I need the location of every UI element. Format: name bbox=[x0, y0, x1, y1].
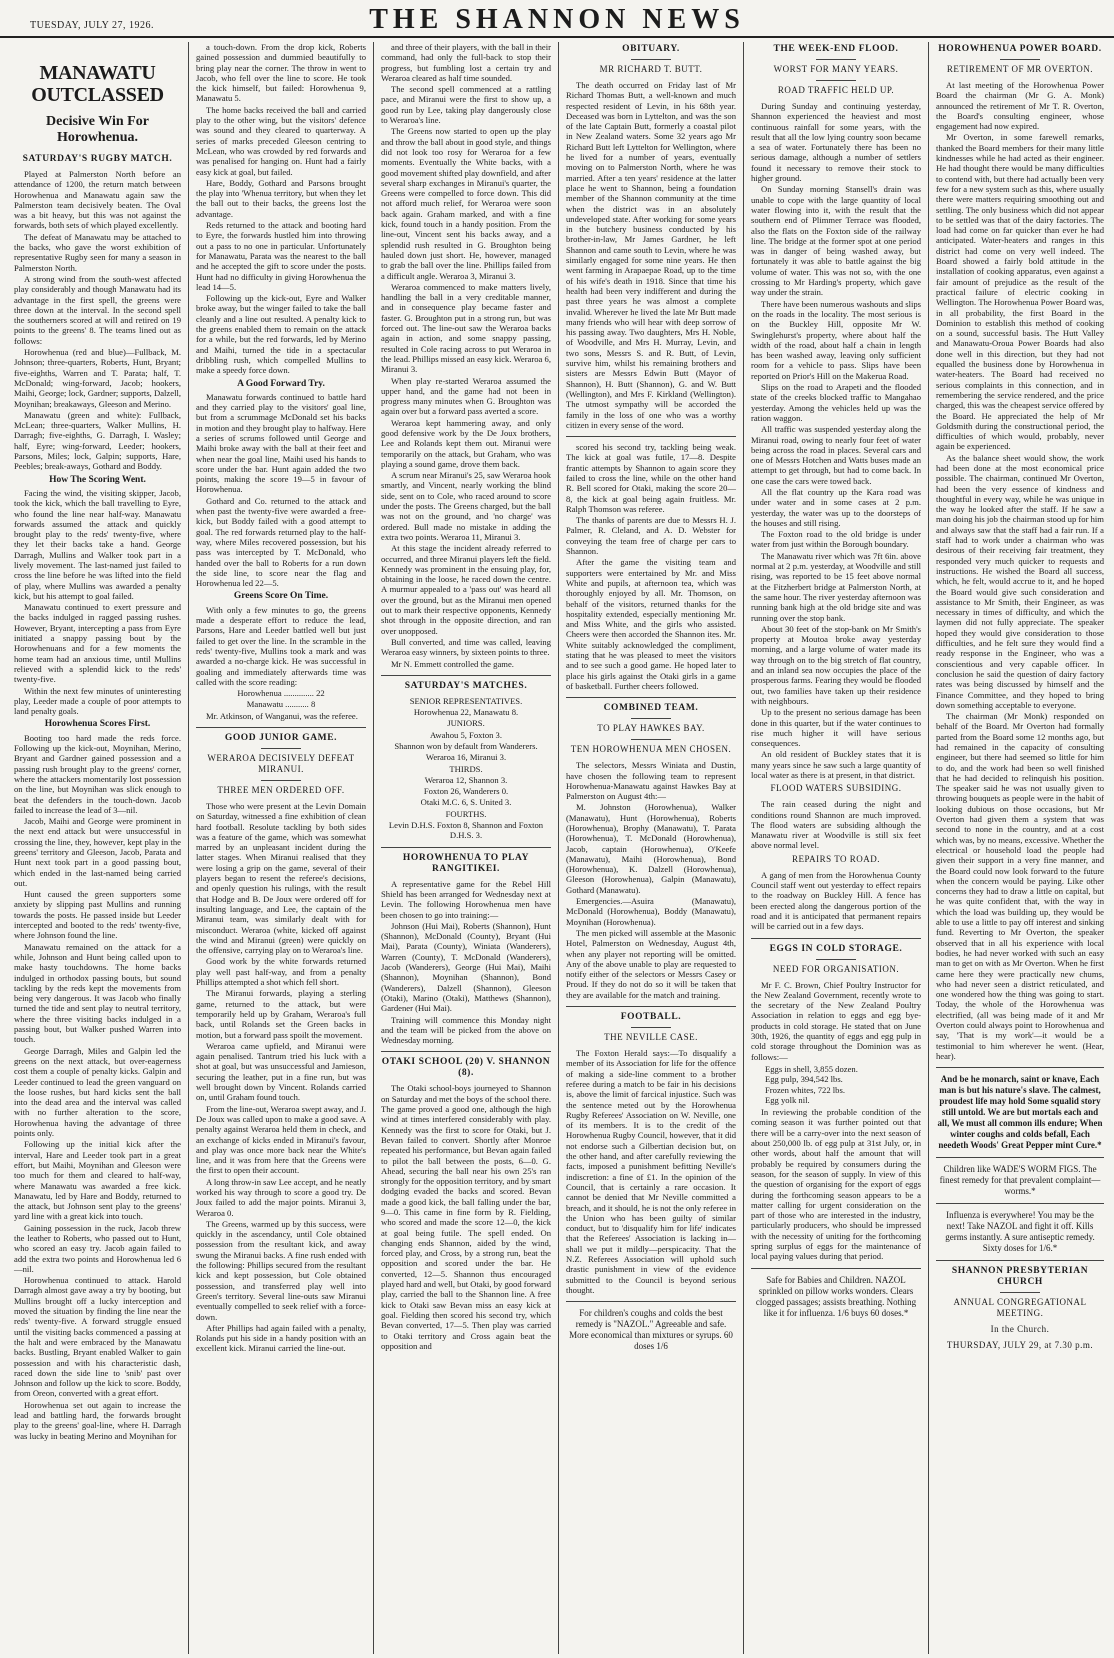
list-item: Frozen whites, 722 lbs. bbox=[765, 1084, 845, 1095]
article-divider bbox=[936, 1157, 1104, 1158]
result-line: Levin D.H.S. Foxton 8, Shannon and Foxton D.H.S. 3. bbox=[388, 820, 544, 841]
flood-headline: THE WEEK-END FLOOD. bbox=[773, 44, 899, 54]
column-2 bbox=[192, 42, 370, 1654]
rangitikei-headline: HOROWHENUA TO PLAY RANGITIKEI. bbox=[402, 852, 530, 874]
saturday-matches-headline: SATURDAY'S MATCHES. bbox=[404, 680, 528, 691]
nazol-advertisement: Safe for Babies and Children. NAZOL sprinkled on pillow works wonders. Clears clogged passages; assists breathing. Nothing like it for influenza. 1/6 buys 60 doses.* bbox=[755, 1274, 917, 1318]
article-paragraph: At this stage the incident already referred to occurred, and three Miranui players left the field. Kennedy was prominent in the ensuing play, for, obtaining in the loose, he raced down the centre. A murmur appealed to a 'pass out' was heard all over the ground, but as the Miranui men opened out to mark their respective opponents, Kennedy shot through in the opposite direction, and ran over unopposed. bbox=[381, 543, 551, 636]
article-paragraph: Within the next few minutes of uninteresting play, Leeder made a couple of poor attempts to land penalty goals. bbox=[14, 685, 181, 717]
article-paragraph: The second spell commenced at a rattling pace, and Miranui were the first to show up, a good run by Lee, taking play dangerously close to Weraroa's line. bbox=[381, 84, 551, 126]
result-line: Awahou 5, Foxton 3. bbox=[429, 729, 503, 740]
article-paragraph: Emergencies.—Asuira (Manawatu), McDonald (Horowhenua), Boddy (Manawatu), Moynihan (Horowhenua). bbox=[566, 896, 736, 927]
newspaper-title: THE SHANNON NEWS bbox=[369, 4, 745, 35]
column-rule bbox=[558, 42, 559, 1654]
article-paragraph: Booting too hard made the reds force. Following up the kick-out, Moynihan, Merino, Bryant and Gardner gained possession and a passing rush brought play to the greens' corner, where the attackers momentarily lost possession on the line, but Moynihan was slick enough to beat the defenders in the touch-down. Jacob failed to increase the lead of 3—nil. bbox=[14, 732, 181, 815]
issue-date: TUESDAY, JULY 27, 1926. bbox=[30, 20, 155, 31]
article-paragraph: From the line-out, Weraroa swept away, and J. De Joux was called upon to make a good save. A penalty against Weraroa held them in check, and an exchange of kicks ended in Miranui's favour, and play was once more back near the White's line, and it was from here that the Greens were the first to open their account. bbox=[196, 1103, 366, 1176]
article-paragraph: An old resident of Buckley states that it is many years since he saw such a large quantity of local water as there is at present, in that district. bbox=[751, 749, 921, 780]
article-paragraph: Gaining possession in the ruck, Jacob threw the leather to Roberts, who passed out to Hunt, who scored an easy try. Jacob again failed to add the extra two points and Horowhenua led 6—nil. bbox=[14, 1222, 181, 1274]
article-paragraph: Manawatu (green and white): Fullback, McLean; three-quarters, Walker Mullins, H. Darragh; five-eighths, G. Darragh, I. Wasley; half, Eyre; wing-forward, Leeder; hookers, Parsons, Miles; lock, Galpin; supports, Hare, Peebles; break-aways, Gothard and Boddy. bbox=[14, 409, 181, 472]
result-line: JUNIORS. bbox=[447, 718, 485, 729]
church-notice-location: In the Church. bbox=[990, 1324, 1050, 1335]
article-paragraph: Training will commence this Monday night and the team will be picked from the above on Wednesday morning. bbox=[381, 1014, 551, 1046]
article-paragraph: Jacob, Maihi and George were prominent in the next end attack but were unsuccessful in crossing the line, they, however, kept play in the greens' territory and Gleeson, Jacob, Parata and Hunt next took part in a good passing bout, which ended in the last-named being carried out. bbox=[14, 816, 181, 888]
short-divider bbox=[1000, 59, 1040, 60]
result-line: SENIOR REPRESENTATIVES. bbox=[409, 695, 523, 706]
short-divider bbox=[816, 59, 856, 60]
result-line: Foxton 26, Wanderers 0. bbox=[423, 786, 509, 797]
rugby-deck: Decisive Win For Horowhenua. bbox=[46, 114, 149, 145]
section-subhead: A Good Forward Try. bbox=[237, 378, 325, 389]
short-divider bbox=[631, 718, 671, 719]
eggs-headline: EGGS IN COLD STORAGE. bbox=[769, 943, 903, 954]
article-divider bbox=[936, 1260, 1104, 1261]
masthead bbox=[0, 0, 1114, 38]
article-paragraph: During Sunday and continuing yesterday, Shannon experienced the heaviest and most continuous rainfall for some years, with the result that all the low lying country soon became a sea of water. Fortunately there has been no serious damage, although a number of settlers found it necessary to remove their stock to higher ground. bbox=[751, 101, 921, 184]
article-divider bbox=[566, 697, 736, 698]
junior-game-subhead: THREE MEN ORDERED OFF. bbox=[217, 785, 345, 795]
article-paragraph: A representative game for the Rebel Hill Shield has been arranged for Wednesday next at Levin. The following Horowhenua men have been chosen to go into training:— bbox=[381, 878, 551, 920]
article-paragraph: Facing the wind, the visiting skipper, Jacob, took the kick, which the ball travelling to Eyre, who found the line near half-way. Manawatu forwards assumed the attack and quickly brought play to the reds' twenty-five, where they let their backs take a hand. George Darragh, Mullins and Walker took part in a lively movement. The last-named just failed to cross the line before he was lifted into the field of play, where Mullins was awarded a penalty kick, but his attempt to goal failed. bbox=[14, 487, 181, 601]
otaki-school-headline: OTAKI SCHOOL (20) V. SHANNON (8). bbox=[381, 1057, 551, 1079]
article-paragraph: Following up the initial kick after the interval, Hare and Leeder took part in a great effort, but Maihi, Moynihan and Gleeson were too much for them and cleared to half-way, where Manawatu was awarded a free kick. Manawatu, led by Hare and Boddy, returned to the attack, but Johnson sent play to the greens' yard line with a great kick into touch. bbox=[14, 1139, 181, 1222]
article-paragraph: Bull converted, and time was called, leaving Weraroa easy winners, by sixteen points to three. bbox=[381, 636, 551, 658]
article-paragraph: The home backs received the ball and carried play to the other wing, but the visitors' defence was sound and they cleared to quarterway. A series of marks preceded Gleeson centring to McLean, who was crowded by red forwards and was penalised for hanging on. Hunt had a fairly easy kick at goal, but failed. bbox=[196, 104, 366, 177]
combined-team-subhead: TEN HOROWHENUA MEN CHOSEN. bbox=[570, 744, 732, 755]
article-divider bbox=[751, 938, 921, 939]
article-paragraph: Manawatu continued to exert pressure and the backs indulged in ragged passing rushes. However, Bryant, intercepting a pass from Eyre initiated a snappy passing bout by the Horowhenuans and for a few moments the home team had an anxious time, until Mullins relieved with a splendid kick to the reds' twenty-five. bbox=[14, 602, 181, 685]
column-4 bbox=[562, 42, 740, 1654]
rugby-headline: MANAWATU OUTCLASSED bbox=[31, 62, 164, 106]
article-paragraph: The Greens now started to open up the play and throw the ball about in good style, and things did not look too rosy for Weraroa for a few moments. Eventually the White backs, with a good movement shifted play downfield, and after several sharp exchanges in Miranui's quarter, the Greens were compelled to force down. This did not afford much relief, for Weraroa were soon back again. Graham marked, and with a fine kick, found touch in a handy position. From the line-out, Vincent sent his backs away, and a splendid rush resulted in G. Broughton being hauled down just short. He, however, managed to grab the ball over the line. Phillips failed from a difficult angle. Weraroa 3, Miranui 3. bbox=[381, 126, 551, 281]
junior-game-subhead: WERAROA DECISIVELY DEFEAT MIRANUI. bbox=[207, 753, 355, 774]
flood-subhead: FLOOD WATERS SUBSIDING. bbox=[770, 783, 902, 794]
result-line: Weraroa 16, Miranui 3. bbox=[425, 752, 507, 763]
article-paragraph: Johnson (Hui Mai), Roberts (Shannon), Hunt (Shannon), McDonald (County), Bryant (Hui Mai), Parata (County), Winiata (Wanderers), Warren (County), T. McDonald (Wanderers), Jacob (Wanderers), George (Hui Mai), Maihi (Shannon), Moynihan (Shannon), Bond (Wanderers), Dalzell (Shannon), Gleeson (Otaki), Marino (Otaki), Matthews (Shannon), Gardener (Hui Mai). bbox=[381, 920, 551, 1014]
article-paragraph: The men picked will assemble at the Masonic Hotel, Palmerston on Wednesday, August 4th, when any player not reporting will be omitted. Any of the above unable to play are requested to notify either of the selectors or Messrs Casey or Proud. If they do not do so it will be taken that they are available for the match and training. bbox=[566, 927, 736, 1000]
result-line: Shannon won by default from Wanderers. bbox=[394, 741, 538, 751]
article-paragraph: Following up the kick-out, Eyre and Walker broke away, but the winger failed to take the ball cleanly and a line out resulted. A penalty kick to the greens enabled them to remain on the attack for a while, but the red forwards, led by Merino and Maihi, turned the tide in a spectacular dribbling rush, which compelled Mullins to make a speedy force down. bbox=[196, 293, 366, 376]
short-divider bbox=[631, 739, 671, 740]
article-divider bbox=[936, 1067, 1104, 1068]
article-paragraph: The defeat of Manawatu may be attached to the backs, who gave the worst exhibition of representative Rugby seen for many a season in Palmerston North. bbox=[14, 231, 181, 273]
article-divider bbox=[381, 1051, 551, 1052]
article-paragraph: The Foxton road to the old bridge is under water from just within the Borough boundary. bbox=[751, 529, 921, 550]
short-divider bbox=[261, 780, 301, 781]
junior-game-headline: GOOD JUNIOR GAME. bbox=[224, 733, 338, 743]
football-subhead: THE NEVILLE CASE. bbox=[604, 1032, 698, 1043]
article-paragraph: Weraroa kept hammering away, and only good defensive work by the De Joux brothers, Lee and Rolands kept them out. Miranui were temporarily on the attack, but Graham, who was playing a sound game, drove them back. bbox=[381, 417, 551, 469]
article-paragraph: Manawatu forwards continued to battle hard and they carried play to the visitors' goal line, but from a scrummage McDonald set his backs in motion and they brought play to halfway. Here a series of scrums followed until George and Maihi broke away with the ball at their feet and when near the goal line, Maihi used his hands to score under the bar. Hunt again added the two points, making the score 19—5 in favour of Horowhenua. bbox=[196, 391, 366, 495]
rugby-subhead: SATURDAY'S RUGBY MATCH. bbox=[22, 154, 173, 164]
combined-team-headline: COMBINED TEAM. bbox=[603, 703, 699, 714]
article-paragraph: Mr Overton, in some farewell remarks, thanked the Board members for their many little kindnesses while he had acted as their engineer. He had thought there would be many difficulties to contend with, but there had actually been very few for a new system such as this, where usually there were matters requiring smoothing out and settling. The only business which did not appear to be settled was that of the dairy factories. The load had come on far quicker than ever he had anticipated. Water-heaters and ranges in this district had come on very well indeed. The Board showed a fairly bold attitude in the installation of cooking apparatus, even against a fair amount of prejudice as the result of the practical failure of electric cooking in Wellington. The Horowhenua Power Board was, in all probability, the first Board in the Dominion to establish this method of cooking on a sound, successful basis. The Hutt Valley and Manawatu-Oroua Power Boards had also done well in this direction, but they had not equalled the business done by Horowhenua in water-heaters. The Board had received no serious complaints in this connection, and in remembering the service rendered, and the price charged, this was the cheapest service offered by the Board. He appreciated the help of Mr Goldsmith during the constructional period, the difficulties of which would, probably, never again be experienced. bbox=[936, 132, 1104, 452]
article-paragraph: Hunt caused the green supporters some anxiety by slipping past Mullins and running towards the posts. He passed inside but Leeder intercepted and booted to the reds' twenty-five, where Johnson found the line. bbox=[14, 889, 181, 941]
result-line: THIRDS. bbox=[449, 763, 483, 774]
article-paragraph: At last meeting of the Horowhenua Power Board the chairman (Mr G. A. Monk) announced the retirement of Mr T. R. Overton, the Board's consulting engineer, whose engagement had now expired. bbox=[936, 80, 1104, 132]
article-paragraph: There have been numerous washouts and slips on the roads in the locality. The most serious is on the Buckley Hill, opposite Mr W. Swinglehurst's property, where about half the width of the road, about half a chain in length has been washed away, leaving only sufficient room for a vehicle to pass. Slips have been reported on Prior's Hill on the Makerua Road. bbox=[751, 298, 921, 381]
column-6 bbox=[932, 42, 1108, 1654]
article-paragraph: The thanks of parents are due to Messrs H. J. Palmer, R. Cleland, and A. D. Webster for conveying the team free of charge per cars to Shannon. bbox=[566, 515, 736, 557]
short-divider bbox=[631, 59, 671, 60]
article-paragraph: a touch-down. From the drop kick, Roberts gained possession and dummied beautifully to bring play near the corner. The throw in went to Jacob, who fell over the line to score. He took the kick himself, but failed: Horowhenua 9, Manawatu 5. bbox=[196, 42, 366, 104]
column-rule bbox=[188, 42, 189, 1654]
article-paragraph: The Otaki school-boys journeyed to Shannon on Saturday and met the boys of the school there. The game proved a good one, although the high wind at times interfered considerably with play. Kennedy was the first to score for Otaki, but J. Bevan failed to convert. Shortly after Monroe repeated his performance, but Bevan again failed to pilot the ball between the posts, 6—0. G. Ahead, securing the ball near his own 25's ran strongly for the opposition territory, and by smart dodging evaded the backs and scored. Bevan made a good kick, the ball falling under the bar, 9—0. This came in fine form by R. Fielding, who scored and made the score 12—0, the kick at goal being futile. The spell ended. On changing ends Shannon, aided by the wind, forced play, and Cross, by a strong run, beat the opposition and scored under the bar. He converted, 12—5. Shannon thus encouraged played hard and well, but Otaki, by good forward play, carried the ball to the Shannon line. A free kick to Otaki saw Bevan miss an easy kick at goal. Fielding then scored his second try, which Bevan converted, 17—5. Then play was carried to Otaki territory and Cross again beat the opposition and bbox=[381, 1083, 551, 1351]
article-paragraph: The rain ceased during the night and conditions round Shannon are much improved. The flood waters are subsiding although the Manawatu river at Woodville is still six feet above normal level. bbox=[751, 799, 921, 851]
peppermint-cure-advertisement: And be he monarch, saint or knave, Each man is but his nature's slave. The calmest, proudest life may hold Some squalid story still untold. We are but mortals each and all, We must all common ills endure; When winter coughs and colds befall, Each needeth Woods' Great Pepper mint Cure.* bbox=[937, 1074, 1103, 1151]
section-subhead: Horowhenua Scores First. bbox=[44, 719, 151, 730]
worm-figs-advertisement: Children like WADE'S WORM FIGS. The finest remedy for that prevalent complaint—worms.* bbox=[939, 1164, 1101, 1197]
nazol-advertisement: For children's coughs and colds the best remedy is "NAZOL." Agreeable and safe. More economical than mixtures or syrups. 60 doses 1/6 bbox=[569, 1308, 733, 1352]
final-score-line: Horowhenua .............. 22 bbox=[237, 688, 325, 699]
article-paragraph: On Sunday morning Stansell's drain was unable to cope with the large quantity of local water flowing into it, with the result that the southern end of Plimmer Terrace was flooded, also the flats on the Foxton side of the railway line. The bridge at the former spot at one period was in danger of being washed away, but fortunately it was able to battle against the big volume of water. This was not so, with the one crossing to Mr Harding's property, which gave way under the strain. bbox=[751, 184, 921, 298]
article-paragraph: Mr. Atkinson, of Wanganui, was the referee. bbox=[206, 710, 358, 721]
article-paragraph: In reviewing the probable condition of the coming season it was further pointed out that there will be a carry-over into the next season of about 250,000 lb. of egg pulp at 31st July, or, in other words, about half the amount that will probably be required by consumers during the season, for the season of supply. In view of this the question of organising for the export of eggs during the forthcoming season appears to be a matter calling for urgent consideration on the part of those who are interested in the industry, particularly producers, who should be impressed with the necessity of uniting for the forthcoming spring surplus of eggs for the maintenance of local paying values during that period. bbox=[751, 1107, 921, 1262]
flood-subhead: WORST FOR MANY YEARS. bbox=[773, 64, 899, 74]
result-line: Weraroa 12, Shannon 3. bbox=[424, 774, 508, 785]
power-board-subhead: RETIREMENT OF MR OVERTON. bbox=[946, 64, 1094, 74]
column-rule bbox=[743, 42, 744, 1654]
article-paragraph: After Phillips had again failed with a penalty, Rolands put his side in a handy position with an excellent kick. Miranui carried the line-out. bbox=[196, 1322, 366, 1354]
article-divider bbox=[566, 436, 736, 437]
result-line: Horowhenua 22, Manawatu 8. bbox=[413, 707, 519, 718]
egg-storage-list bbox=[751, 1064, 921, 1105]
article-paragraph: The Foxton Herald says:—To disqualify a member of its Association for life for the offence of making a side-line comment to a brother referee during a match to be fair in his decisions is, above the limit of farcical injustice. Such was the sentence meted out by the Horowhenua Rugby Referees' Association on W. Neville, one of its members. It is to the credit of the Horowhenua Rugby Council, however, that it did not endorse such a Gilbertian decision but, on the other hand, and after carefully reviewing the facts, imposed a punishment befitting Neville's indiscretion: a fine of £1. In the opinion of the Council, that is certainly a rare occasion. It cannot be denied that Mr Neville committed a breach, and it should, he is not the only referee in the Union who has been guilty of similar conduct, but to 'disqualify him for life' indicates that the Referees' Association is lacking in—shall we put it mildly—perspicacity. That the N.Z. Referees Association will uphold such drastic punishment in view of the evidence submitted to the Council is beyond serious thought. bbox=[566, 1048, 736, 1295]
short-divider bbox=[816, 80, 856, 81]
column-1 bbox=[10, 42, 185, 1654]
article-paragraph: Manawatu remained on the attack for a while, Johnson and Hunt being called upon to make hasty touchdowns. The home backs indulged in orthodox passing bouts, but sound tackling by the reds kept the movements from being very dangerous. It was Jacob who finally turned the tide and sent play to neutral territory, where the three visiting backs indulged in a passing bout, but Walker pushed Warren into touch. bbox=[14, 941, 181, 1045]
article-paragraph: Mr N. Emmett controlled the game. bbox=[391, 658, 514, 669]
article-paragraph: Gothard and Co. returned to the attack and when past the twenty-five were awarded a free-kick, but Boddy failed with a good attempt to goal. The red forwards returned play to the half-way, where Miles recovered possession, but his pass was intercepted by T. McDonald, who handed over the ball to Roberts for a run down the side line, to score near the flag and Horowhenua led 22—5. bbox=[196, 495, 366, 589]
short-divider bbox=[631, 1027, 671, 1028]
article-paragraph: Hare, Boddy, Gothard and Parsons brought the play into 'Whenua territory, but when they let the ball out to their backs, the greens lost the advantage. bbox=[196, 177, 366, 219]
article-paragraph: and three of their players, with the ball in their command, had only the full-back to stop their progress, but fumbling lost a certain try and Weraroa cleared as half time sounded. bbox=[381, 42, 551, 83]
article-paragraph: After the game the visiting team and supporters were entertained by Mr. and Miss White and pupils, at afternoon tea, which was thoroughly enjoyed by all. Mr. Thomson, on behalf of the visitors, returned thanks for the hospitality extended, especially mentioning Mr. and Miss White, and the girls who assisted. Cheers were then accorded the Shannon ites. Mr. White suitably acknowledged the compliment, stating that he was pleased to meet the visitors and to see such a good game. He hoped later to place his girls against the Otaki girls in a game of basketball. Further cheers followed. bbox=[566, 557, 736, 691]
section-subhead: Greens Score On Time. bbox=[233, 591, 329, 602]
article-paragraph: All the flat country up the Kara road was under water and in some cases at 2 p.m. yesterday, the water was up to the doorsteps of the houses and still rising. bbox=[751, 486, 921, 528]
column-5 bbox=[747, 42, 925, 1654]
article-paragraph: The Manawatu river which was 7ft 6in. above normal at 2 p.m. yesterday, at Woodville and still rising, was reported to be 15 feet above normal at the Fitzherbert bridge at Palmerston North, at the same hour. The river yesterday afternoon was running bank high at the old bridge site and was running over the stop bank. bbox=[751, 550, 921, 623]
article-paragraph: Weraroa commenced to make matters lively, handling the ball in a very creditable manner, and in consequence play became faster and faster. G. Broughton put in a strong run, but was forced out. The line-out saw the Weraroa backs again in action, and some snappy passing, resulted in Cole racing across to put Weraroa in the lead. Phillips missed an easy kick. Weraroa 6, Miranui 3. bbox=[381, 281, 551, 375]
flood-subhead: ROAD TRAFFIC HELD UP. bbox=[777, 85, 895, 95]
list-item: Egg pulp, 394,542 lbs. bbox=[765, 1074, 843, 1085]
obituary-subhead: MR RICHARD T. BUTT. bbox=[599, 64, 703, 74]
power-board-headline: HOROWHENUA POWER BOARD. bbox=[938, 44, 1102, 54]
final-score-line: Manawatu ........... 8 bbox=[246, 699, 316, 710]
eggs-subhead: NEED FOR ORGANISATION. bbox=[772, 963, 900, 974]
article-paragraph: Those who were present at the Levin Domain on Saturday, witnessed a fine exhibition of clean hard football. Resolute tackling by both sides was a feature of the game, which was somewhat marred by an unpleasant incident during the latter stages. When Miranui realised that they were losing a grip on the game, several of their players began to resent the referee's decisions, and openly question his rulings, with the result that Hodge and B. De Joux were ordered off for insulting language, and Lee, the captain of the Miranui team, was similarly dealt with for misconduct. Weraroa (white, kicked off against the wind and Miranui (green) were quickly on the offensive, carrying play on to Weraroa's line. bbox=[196, 801, 366, 956]
article-paragraph: When play re-started Weraroa assumed the upper hand, and the game had not been in progress many minutes when G. Broughton was again over but a forward pass averted a score. bbox=[381, 375, 551, 417]
article-paragraph: Horowhenua (red and blue)—Fullback, M. Johnson; three-quarters, Roberts, Hunt, Bryant; five-eighths, Warren and T. Parata; half, T. McDonald; wing-forward, Jacob; hookers, Maihi, George; lock, Gardner; supports, Dalzell, Moynihan; breakaways, Gleeson and Merino. bbox=[14, 347, 181, 409]
article-paragraph: Horowhenua set out again to increase the lead and battling hard, the forwards brought play to the greens' goal-line, where H. Darragh was lucky in beating Merino and Moynihan for bbox=[14, 1399, 181, 1441]
article-paragraph: The chairman (Mr Monk) responded on behalf of the Board. Mr Overton had formally parted from the Board some 12 months ago, but had remained in the capacity of consulting engineer, but there had seemed so little for him to do, and the work had been so well finished that he had decided to relinquish his position. The speaker said he was not usually given to throwing bouquets as people were in the habit of looking dubious on those occasions, but Mr Overton had given them a system that was second to none in the country, and at a cost which was, by no means, excessive. Whether the electrical or household load the people had given their support in a very fine manner, and the Board could now look forward to the future when the concern would be paying. Like other concerns they had to draw a little on capital, but he was quite confident that, with the way in which the load was building up, they would be able to use a little to pay off interest and sinking fund. Reverting to Mr Overton, the speaker observed that in all his experience with local bodies, he had never worked with such an easy man to get on with as Mr Overton. When he first came here they were practically new chums, who had never seen a district reticulated, and one wondered how the thing was going to start. Today, the whole of the Horowhenua was electrified, (all was being made of it and Mr Overton could always point to Horowhenua and say, 'That is my work'—it would be a testimonial to him wherever he went. (Hear, hear). bbox=[936, 711, 1104, 1061]
article-paragraph: The Greens, warmed up by this success, were quickly in the ascendancy, until Cole obtained possession from the resultant kick, and away swung the Miranui backs. A fine rush ended with the following: Phillips secured from the resultant kick and kept possession, but Cole obtained possession, and transferred play well into Green's territory. Several line-outs saw Miranui eventually compelled to seek relief with a force-down. bbox=[196, 1218, 366, 1322]
article-paragraph: Reds returned to the attack and booting hard to Eyre, the forwards hustled him into throwing out a pass to no one in particular. Unfortunately for Manawatu, Parata was the nearest to the ball and he accepted the gift to score under the posts. Hunt had no difficulty in giving Horowhenua the lead 14—5. bbox=[196, 220, 366, 292]
article-paragraph: Slips on the road to Arapeti and the flooded state of the creeks blocked traffic to Mangahao yesterday. Among the vehicles held up was the ration waggon. bbox=[751, 382, 921, 423]
obituary-headline: OBITUARY. bbox=[622, 44, 680, 54]
article-divider bbox=[566, 1301, 736, 1302]
article-paragraph: The death occurred on Friday last of Mr Richard Thomas Butt, a well-known and much respected resident of Levin, in his 68th year. Deceased was born in Lyttelton, and was the son of the late Captain Butt, formerly a coastal pilot in New Zealand waters. Some 32 years ago Mr Richard Butt left Lyttelton for Wellington, where he lived for a number of years, eventually moving on to Palmerston North, where he was married. After a ten years' residence at the latter place he went to Shannon, being a foundation member of the Shannon community at the time when the district was in an absolutely undeveloped state. After working for some years in the butchery business conducted by his brother-in-law, Mr James Gardner, he left Shannon and came south to Levin, where he was similarly engaged for some nine years. He then went farming in Arapaepae Road, up to the time of his wife's death in 1918. Since that time his health had been very indifferent and during the past three years he was almost a complete invalid. Wherever he lived the late Mr Butt made many friends who will hear with deep sorrow of his passing away. Two daughters, Mrs H. Noble, of Woodville, and Mrs H. Murray, Levin, and two sons, Messrs S. and R. Butt, of Levin, survive him, whilst his remaining brothers and sisters are Messrs Edwin Butt (Mayor of Shannon), H. Butt (Shannon), G. and W. Butt (Wellington), and Mrs F. Kirkland (Wellington). The utmost sympathy will be accorded the family in the loss of one who was a worthy citizen in every sense of the word. bbox=[566, 80, 736, 430]
church-notice-headline: SHANNON PRESBYTERIAN CHURCH bbox=[951, 1266, 1089, 1288]
article-paragraph: About 30 feet of the stop-bank on Mr Smith's property at Moutoa broke away yesterday morning, and a large volume of water made its way through on to the big stretch of flat country, and an inland sea now occupies the place of the prosperous farms. Fearing they would be flooded out, two families have taken up their residence with neighbours. bbox=[751, 623, 921, 706]
article-divider bbox=[751, 1268, 921, 1269]
short-divider bbox=[261, 748, 301, 749]
article-paragraph: The Miranui forwards, playing a sterling game, returned to the attack, but were temporarily held up by Graham, Weraroa's full back, until Rolands set the Green backs in motion, but a forward pass spoilt the movement. bbox=[196, 988, 366, 1040]
section-subhead: How The Scoring Went. bbox=[49, 474, 146, 485]
article-paragraph: With only a few minutes to go, the greens made a desperate effort to reduce the lead, Parsons, Hare and Leeder battled well but just failed to get over the line. In the scramble in the reds' twenty-five, Mullins took a mark and was awarded a no-charge kick. He was successful in goaling and immediately afterwards time was called with the score reading: bbox=[196, 604, 366, 687]
article-paragraph: A gang of men from the Horowhenua County Council staff went out yesterday to effect repairs to the roadway on Buckley Hill. A fence has been erected along the dangerous portion of the road and it is anticipated that permanent repairs will be carried out in a few days. bbox=[751, 869, 921, 932]
article-paragraph: Horowhenua continued to attack. Harold Darragh almost gave away a try by booting, but Mullins brought off a lucky interception and moved the situation by finding the line near the reds' twenty-five. A forward struggle ensued until the visiting backs commenced a passing at the halt and were embraced by the Manawatu backs. Bustling, Bryant enabled Walker to gain possession and with his characteristic dash, raced down the side line to 'snib' past over Johnson and follow up the kick to score. Boddy, from Oreon, converted with a great effort. bbox=[14, 1275, 181, 1399]
combined-team-subhead: TO PLAY HAWKES BAY. bbox=[597, 723, 705, 734]
article-paragraph: George Darragh, Miles and Galpin led the greens on the next attack, but over-eagerness cost them a couple of penalty kicks. Galpin and Leeder continued to lead the green vanguard on the loose rushes, but hard kicks sent the ball into the dead area and the interval was called with no further alteration to the score, Horowhenua having the advantage of three points only. bbox=[14, 1045, 181, 1139]
article-paragraph: Played at Palmerston North before an attendance of 1200, the return match between Horowhenua and Manawatu again saw the Palmerston team decisively beaten. The Oval was a bit heavy, but this was not against the forwards, both sets of which played excellently. bbox=[14, 169, 181, 231]
article-divider bbox=[196, 727, 366, 728]
article-divider bbox=[381, 675, 551, 676]
football-headline: FOOTBALL. bbox=[620, 1012, 682, 1023]
article-paragraph: Good work by the white forwards returned play well past half-way, and from a penalty Phillips attempted a shot which fell short. bbox=[196, 956, 366, 988]
column-rule bbox=[373, 42, 374, 1654]
article-paragraph: As the balance sheet would show, the work had been done at the most economical price possible. The chairman, continued Mr Overton, had been the very essence of kindness and thoughtful in every way, while he was unique in the way he looked after the staff. If he saw a man doing his job the chairman stood up for him and always saw that the staff had a fair run. If a staff had to work under a chairman who was desirous of their receiving fair treatment, they responded very much quicker to requests and instructions. He wished the Board all success, which, he felt, would accrue to it, and he hoped the Board would give such consideration and assistance to Mr Smith, their Engineer, as was necessary in times of difficulty, and which the laymen did not fully appreciate. The speaker hoped they would give consideration to those difficulties, and he felt sure they would find a ready response in the Engineer, who was a conscientious and very capable officer. In conclusion he said the question of dairy factory rates was being discussed by himself and the Finance Committee, and they hoped to bring down something acceptable to everyone. bbox=[936, 452, 1104, 710]
article-paragraph: All traffic was suspended yesterday along the Miranui road, owing to nearly four feet of water being across the road in places. Several cars and one of Messrs Hotchen and Watts buses made an attempt to get through, but had to come back. In one case the cars were towed back. bbox=[751, 424, 921, 486]
column-rule bbox=[928, 42, 929, 1654]
article-paragraph: A long throw-in saw Lee accept, and he neatly worked his way through to score a good try. De Joux failed to add the major points. Miranui 3, Weraroa 0. bbox=[196, 1176, 366, 1218]
article-divider bbox=[566, 1006, 736, 1007]
article-paragraph: Mr F. C. Brown, Chief Poultry Instructor for the New Zealand Government, recently wrote to the secretary of the New Zealand Poultry Association in relation to eggs and egg bye-products in cold storage. He stated that on June 30th, 1926, the quantity of eggs and egg pulp in cold storage throughout the Dominion was as follows:— bbox=[751, 979, 921, 1062]
article-divider bbox=[936, 1203, 1104, 1204]
article-paragraph: M. Johnston (Horowhenua), Walker (Manawatu), Hunt (Horowhenua), Roberts (Horowhenua), Brophy (Manawatu), T. Parata (Horowhenua), T. McDonald (Horowhenua), Jacob, captain (Horowhenua), O'Keefe (Manawatu), Maihi (Horowhenua), Bond (Horowhenua), K. Dalzell (Horowhenua), Gleeson (Horowhenua), Galpin (Manawatu), Gothard (Manawatu). bbox=[566, 802, 736, 895]
church-notice-subhead: ANNUAL CONGREGATIONAL MEETING. bbox=[953, 1297, 1087, 1319]
article-paragraph: A scrum near Miranui's 25, saw Weraroa hook smartly, and Vincent, nearly working the blind side, sent on to Cole, who raced around to score under the posts. The Greens charged, but the ball was not on the ground, and 'no charge' was ordered. Bull made no mistake in adding the extra two points. Weraroa 11, Miranui 3. bbox=[381, 470, 551, 542]
article-paragraph: The selectors, Messrs Winiata and Dustin, have chosen the following team to represent Horowhenua-Manawatu against Hawkes Bay at Palmerston on August 4th:— bbox=[566, 760, 736, 802]
article-paragraph: Up to the present no serious damage has been done in this quarter, but if the water continues to rise much higher it will have serious consequences. bbox=[751, 707, 921, 749]
result-line: FOURTHS. bbox=[445, 808, 487, 819]
flood-subhead: REPAIRS TO ROAD. bbox=[791, 853, 881, 864]
short-divider bbox=[1000, 1292, 1040, 1293]
article-paragraph: Weraroa came upfield, and Miranui were again penalised. Tantrum tried his luck with a shot at goal, but was unsuccessful and Jamieson, securing the leather, put in a fine run, but was well brought down by Vincent. Rolands carried on, until Graham found touch. bbox=[196, 1040, 366, 1103]
article-divider bbox=[381, 847, 551, 848]
page-columns bbox=[10, 42, 1108, 1654]
article-paragraph: scored his second try, tackling being weak. The kick at goal was futile, 17—8. Despite frantic attempts by Shannon to again score they failed to cross the line, while on the other hand R. Bell scored for Otaki, making the score 20—8, the kick at goal being again fruitless. Mr. Ralph Thomson was referee. bbox=[566, 442, 736, 514]
list-item: Egg yolk nil. bbox=[765, 1094, 810, 1105]
list-item: Eggs in shell, 3,855 dozen. bbox=[765, 1063, 858, 1074]
nazol-advertisement: Influenza is everywhere! You may be the next! Take NAZOL and fight it off. Kills germs instantly. A sure antiseptic remedy. Sixty doses for 1/6.* bbox=[945, 1210, 1095, 1254]
article-paragraph: A strong wind from the south-west affected play considerably and though Manawatu had its advantage in the first spell, the greens were three down at the interval. In the second spell the southerners scored at will and retired on 19 points to the greens' 8. The teams lined out as follows: bbox=[14, 273, 181, 346]
church-notice-time: THURSDAY, JULY 29, at 7.30 p.m. bbox=[946, 1340, 1094, 1351]
short-divider bbox=[816, 959, 856, 960]
result-line: Otaki M.C. 6, S. United 3. bbox=[420, 797, 512, 808]
column-3 bbox=[377, 42, 555, 1654]
